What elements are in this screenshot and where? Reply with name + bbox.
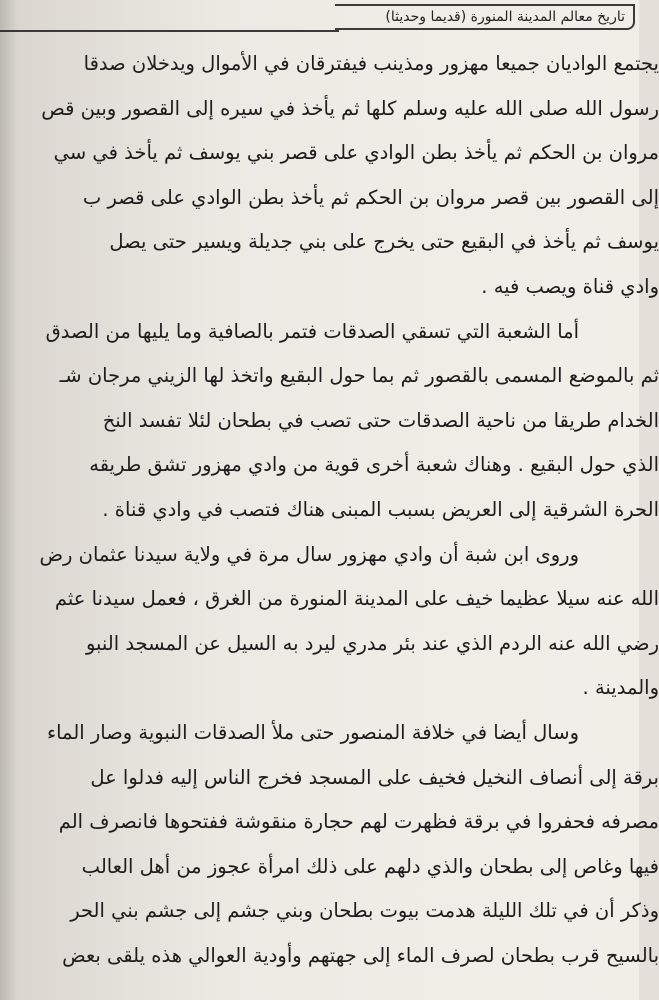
text-line: رضي الله عنه الردم الذي عند بئر مدري ليرد به السيل عن المسجد النبو: [85, 631, 659, 655]
text-line: الله عنه سيلا عظيما خيف على المدينة المنورة من الغرق ، فعمل سيدنا عثم: [54, 587, 659, 611]
text-line: رسول الله صلى الله عليه وسلم كلها ثم يأخذ في سيره إلى القصور وبين قص: [41, 96, 659, 120]
paragraph-start-line: وروى ابن شبة أن وادي مهزور سال مرة في ولاية سيدنا عثمان رض: [39, 542, 579, 566]
text-line: يجتمع الواديان جميعا مهزور ومذينب فيفترقان في الأموال ويدخلان صدقا: [83, 52, 659, 75]
paragraph-start-line: أما الشعبة التي تسقي الصدقات فتمر بالصافية وما يليها من الصدق: [45, 319, 579, 343]
text-line: الخدام طريقا من ناحية الصدقات حتى تصب في بطحان لئلا تفسد النخ: [102, 408, 659, 432]
text-line: ثم بالموضع المسمى بالقصور ثم بما حول البقيع واتخذ لها الزيني مرجان شـ: [59, 364, 659, 388]
text-line: والمدينة .: [582, 676, 659, 700]
text-line: فيها وغاص إلى بطحان والذي دلهم على ذلك امرأة عجوز من أهل العالب: [81, 854, 659, 878]
text-line: وذكر أن في تلك الليلة هدمت بيوت بطحان وبني جشم إلى جشم بني الحر: [70, 899, 659, 923]
text-line: الحرة الشرقية إلى العريض بسبب المبنى هناك فتصب في وادي قناة .: [102, 497, 659, 521]
text-line: بالسيح قرب بطحان لصرف الماء إلى جهتهم وأودية العوالي هذه يلقى بعض: [62, 943, 659, 967]
running-header-title: تاريخ معالم المدينة المنورة (قديما وحديثا): [385, 9, 625, 25]
text-line: إلى القصور بين قصر مروان بن الحكم ثم يأخذ بطن الوادي على قصر ب: [82, 185, 659, 209]
text-line: وادي قناة ويصب فيه .: [481, 274, 659, 298]
running-header: [335, 4, 635, 30]
paragraph-start-line: وسال أيضا في خلافة المنصور حتى ملأ الصدقات النبوية وصار الماء: [46, 720, 579, 744]
text-line: يوسف ثم يأخذ في البقيع حتى يخرج على بني جديلة ويسير حتى يصل: [109, 230, 659, 254]
body-text: [0, 42, 659, 978]
text-line: مصرفه فحفروا في برقة فظهرت لهم حجارة منقوشة ففتحوها فانصرف الم: [58, 810, 659, 834]
text-line: مروان بن الحكم ثم يأخذ بطن الوادي على قصر بني يوسف ثم يأخذ في سي: [53, 141, 659, 165]
text-line: الذي حول البقيع . وهناك شعبة أخرى قوية من وادي مهزور تشق طريقه: [89, 453, 659, 477]
header-rule: [0, 30, 339, 32]
text-line: برقة إلى أنصاف النخيل فخيف على المسجد فخرج الناس إليه فدلوا عل: [90, 765, 659, 789]
